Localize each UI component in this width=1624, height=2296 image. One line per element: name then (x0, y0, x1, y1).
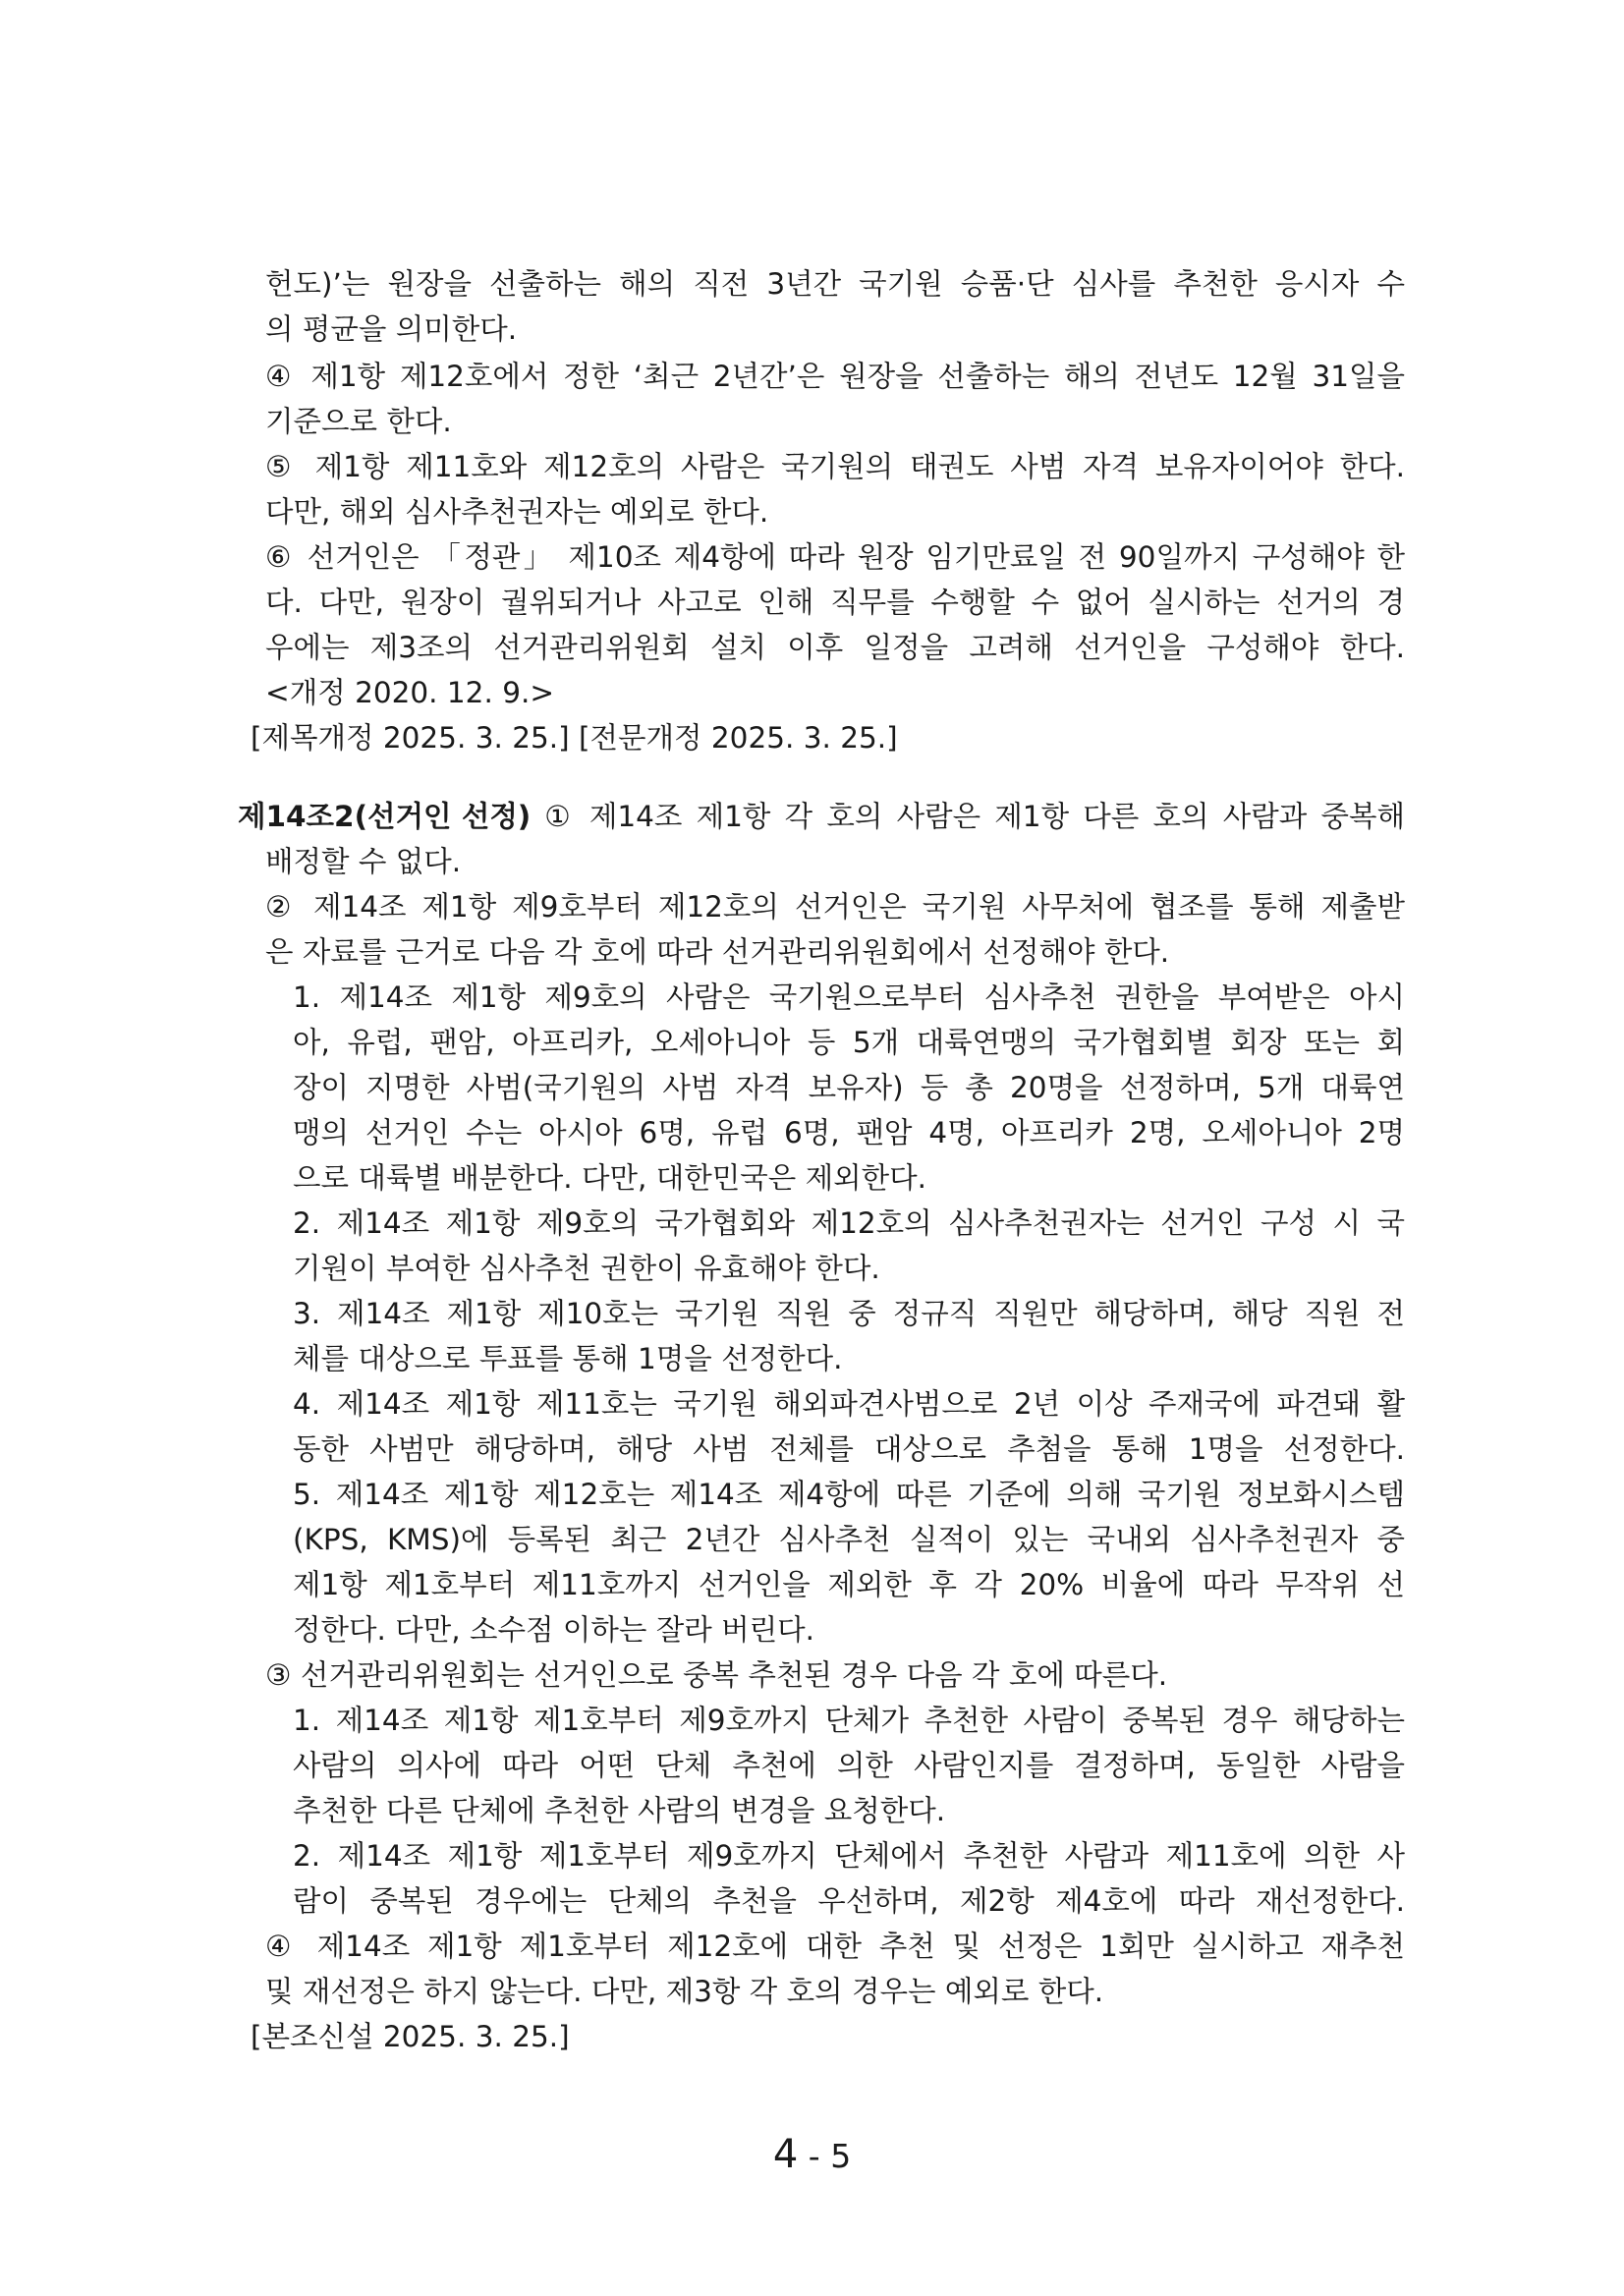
clause-4-line: 기준으로 한다. (265, 405, 452, 438)
page-total: 5 (830, 2137, 852, 2175)
item-5-line: (KPS, KMS)에 등록된 최근 2년간 심사추천 실적이 있는 국내외 심사추천권자 중 (293, 1523, 1405, 1556)
item-1-line: 으로 대륙별 배분한다. 다만, 대한민국은 제외한다. (293, 1161, 926, 1195)
clause-4-line: ④ 제1항 제12호에서 정한 ‘최근 2년간’은 원장을 선출하는 해의 전년도 12월 31일을 (265, 360, 1405, 393)
item-5-line: 정한다. 다만, 소수점 이하는 잘라 버린다. (293, 1613, 814, 1647)
item-2-line: 2. 제14조 제1항 제9호의 국가협회와 제12호의 심사추천권자는 선거인 구성 시 국 (293, 1206, 1405, 1240)
paragraph-line: 헌도)’는 원장을 선출하는 해의 직전 3년간 국기원 승품·단 심사를 추천한 응시자 수 (265, 267, 1405, 301)
sub-item-2-line: 2. 제14조 제1항 제1호부터 제9호까지 단체에서 추천한 사람과 제11호에 의한 사 (293, 1839, 1405, 1873)
sub-item-1-line: 추천한 다른 단체에 추천한 사람의 변경을 요청한다. (293, 1794, 946, 1827)
clause-2-line: 은 자료를 근거로 다음 각 호에 따라 선거관리위원회에서 선정해야 한다. (265, 935, 1170, 969)
clause-4b-line: ④ 제14조 제1항 제1호부터 제12호에 대한 추천 및 선정은 1회만 실시하고 재추천 (265, 1930, 1405, 1963)
paragraph-line: 의 평균을 의미한다. (265, 312, 518, 346)
clause-6-line: ⑥ 선거인은 「정관」 제10조 제4항에 따라 원장 임기만료일 전 90일까지 구성해야 한 (265, 540, 1405, 574)
revision-note: [제목개정 2025. 3. 25.] [전문개정 2025. 3. 25.] (251, 721, 898, 755)
sub-item-2-line: 람이 중복된 경우에는 단체의 추천을 우선하며, 제2항 제4호에 따라 재선정한다. (293, 1884, 1405, 1918)
clause-3-line: ③ 선거관리위원회는 선거인으로 중복 추천된 경우 다음 각 호에 따른다. (265, 1658, 1168, 1692)
item-5-line: 5. 제14조 제1항 제12호는 제14조 제4항에 따른 기준에 의해 국기원 정보화시스템 (293, 1478, 1405, 1511)
amendment-note: <개정 2020. 12. 9.> (265, 676, 555, 709)
item-4-line: 4. 제14조 제1항 제11호는 국기원 해외파견사범으로 2년 이상 주재국에 파견돼 활 (293, 1387, 1405, 1421)
page-separator: - (808, 2137, 820, 2175)
new-article-note: [본조신설 2025. 3. 25.] (251, 2020, 570, 2053)
item-1-line: 맹의 선거인 수는 아시아 6명, 유럽 6명, 팬암 4명, 아프리카 2명, 오세아니아 2명 (293, 1116, 1405, 1149)
clause-2-line: ② 제14조 제1항 제9호부터 제12호의 선거인은 국기원 사무처에 협조를 통해 제출받 (265, 890, 1405, 924)
clause-5-line: 다만, 해외 심사추천권자는 예외로 한다. (265, 495, 769, 529)
item-5-line: 제1항 제1호부터 제11호까지 선거인을 제외한 후 각 20% 비율에 따라 무작위 선 (293, 1568, 1405, 1601)
clause-5-line: ⑤ 제1항 제11호와 제12호의 사람은 국기원의 태권도 사범 자격 보유자이어야 한다. (265, 450, 1405, 483)
clause-4b-line: 및 재선정은 하지 않는다. 다만, 제3항 각 호의 경우는 예외로 한다. (265, 1975, 1104, 2008)
clause-1-line: 배정할 수 없다. (265, 845, 462, 878)
clause-6-line: 우에는 제3조의 선거관리위원회 설치 이후 일정을 고려해 선거인을 구성해야 한다. (265, 631, 1405, 664)
item-2-line: 기원이 부여한 심사추천 권한이 유효해야 한다. (293, 1252, 880, 1285)
item-1-line: 장이 지명한 사범(국기원의 사범 자격 보유자) 등 총 20명을 선정하며, 5개 대륙연 (293, 1071, 1405, 1104)
page-number (0, 2132, 1624, 2177)
article-title: 제14조2(선거인 선정) (238, 800, 532, 833)
sub-item-1-line: 사람의 의사에 따라 어떤 단체 추천에 의한 사람인지를 결정하며, 동일한 사람을 (293, 1749, 1405, 1782)
item-4-line: 동한 사범만 해당하며, 해당 사범 전체를 대상으로 추첨을 통해 1명을 선정한다. (293, 1432, 1405, 1466)
sub-item-1-line: 1. 제14조 제1항 제1호부터 제9호까지 단체가 추천한 사람이 중복된 경우 해당하는 (293, 1704, 1405, 1737)
item-3-line: 3. 제14조 제1항 제10호는 국기원 직원 중 정규직 직원만 해당하며, 해당 직원 전 (293, 1297, 1405, 1330)
item-3-line: 체를 대상으로 투표를 통해 1명을 선정한다. (293, 1342, 843, 1375)
page-current: 4 (772, 2132, 799, 2177)
item-1-line: 아, 유럽, 팬암, 아프리카, 오세아니아 등 5개 대륙연맹의 국가협회별 회장 또는 회 (293, 1026, 1405, 1059)
item-1-line: 1. 제14조 제1항 제9호의 사람은 국기원으로부터 심사추천 권한을 부여받은 아시 (293, 980, 1405, 1014)
article-heading-line (238, 794, 1405, 839)
clause-1-line: ① 제14조 제1항 각 호의 사람은 제1항 다른 호의 사람과 중복해 (544, 800, 1405, 833)
clause-6-line: 다. 다만, 원장이 궐위되거나 사고로 인해 직무를 수행할 수 없어 실시하는 선거의 경 (265, 586, 1405, 619)
